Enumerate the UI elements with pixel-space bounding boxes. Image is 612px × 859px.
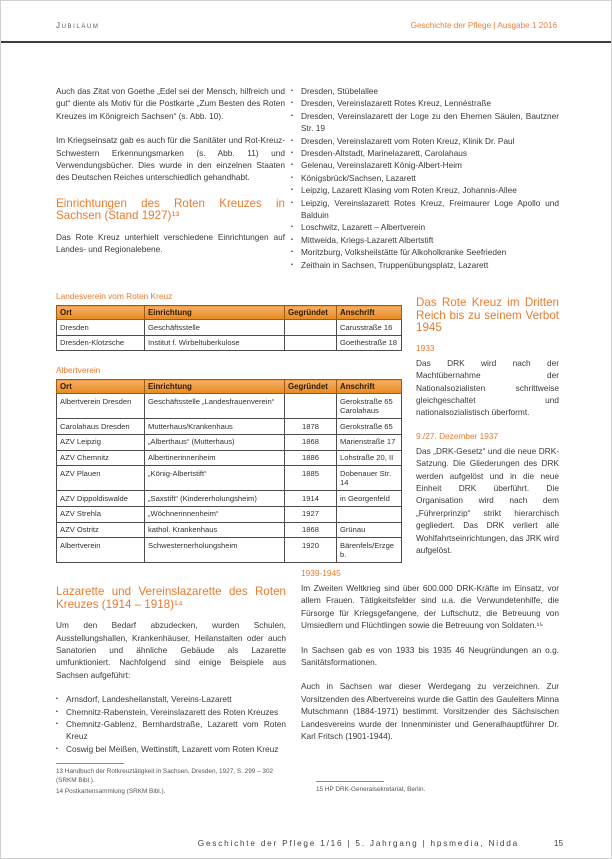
list-item-text: Leipzig, Lazarett Klasing vom Roten Kreuz, Johannis-Allee: [301, 185, 517, 196]
footnote: 13 Handbuch der Rotkreuztätigkeit in Sachsen, Dresden, 1927, S. 299 – 302 (SRKM Bibl.).: [56, 768, 274, 785]
table-label-albertverein: Albertverein: [56, 365, 101, 376]
table-cell: AZV Ostritz: [57, 522, 145, 538]
table-column-header: Gegründet: [285, 306, 337, 320]
table-cell: Marienstraße 17: [337, 434, 402, 450]
paragraph-weltkrieg: Im Zweiten Weltkrieg sind über 600.000 DRK-Kräfte im Einsatz, vor allem Frauen. Tätigkeitsfelder sind u.a. die Verwundetenhilfe, die Fürsorge für Kriegsgefangene, der Luftschutz, die Betreuung von Umsiedlern und Flüchtlingen sowie die Betreuung von Soldaten.¹⁵: [301, 583, 559, 631]
bullet-icon: ▪: [291, 261, 293, 268]
footnotes-left: [56, 763, 288, 799]
column-left-top: [56, 85, 285, 268]
table-cell: Schwesternerholungsheim: [145, 538, 285, 563]
list-item: [291, 197, 559, 222]
list-item: [56, 706, 286, 718]
heading-einrichtungen: Einrichtungen des Roten Kreuzes in Sachsen (Stand 1927)¹³: [56, 196, 285, 223]
table-row: [57, 450, 402, 466]
list-item-text: Zeithain in Sachsen, Truppenübungsplatz, Lazarett: [301, 259, 489, 270]
table-cell: „Alberthaus“ (Mutterhaus): [145, 434, 285, 450]
bullet-icon: ▪: [291, 199, 293, 206]
bullet-icon: ▪: [291, 162, 293, 169]
bullet-icon: ▪: [291, 137, 293, 144]
paragraph-lazarette-intro: Um den Bedarf abzudecken, wurden Schulen, Ausstellungshallen, Krankenhäuser, Heilanstalten oder auch Sanatorien und ähnliche Gebäude als Lazarette umfunktioniert. Nachfolgend sind einige Beispiele aus Sachsen aufgeführt:: [56, 620, 286, 680]
footnote: 15 HP DRK-Generalsekretariat, Berlin.: [316, 786, 426, 793]
bullet-icon: ▪: [56, 708, 58, 715]
table-cell: Dobenauer Str. 14: [337, 466, 402, 491]
table-column-header: Anschrift: [337, 306, 402, 320]
table-cell: [285, 394, 337, 419]
list-item: [291, 184, 559, 196]
table-cell: [285, 335, 337, 351]
footnote-rule: [316, 781, 384, 782]
bullet-icon: ▪: [56, 696, 58, 703]
table-cell: AZV Leipzig: [57, 434, 145, 450]
list-item-text: Dresden, Vereinslazarett Rotes Kreuz, Lennéstraße: [301, 98, 492, 109]
table-cell: Dresden: [57, 320, 145, 336]
footnote-rule: [56, 763, 124, 764]
paragraph-goethe-zitat: Auch das Zitat von Goethe „Edel sei der Mensch, hilfreich und gut“ diente als Motiv für die Postkarte „Zum Besten des Roten Kreuzes im Königreich Sachsen“ (s. Abb. 10).: [56, 86, 285, 121]
column-left-bottom: [56, 586, 286, 755]
list-item-text: Moritzburg, Volksheilstätte für Alkoholkranke Seefrieden: [301, 247, 507, 258]
table-albertverein: [56, 379, 402, 563]
table-cell: 1927: [285, 506, 337, 522]
table-cell: 1885: [285, 466, 337, 491]
bullet-icon: ▪: [291, 112, 293, 119]
table-cell: 1878: [285, 419, 337, 435]
bullet-icon: ▪: [56, 745, 58, 752]
column-right-mid: [416, 297, 559, 568]
table-cell: [337, 506, 402, 522]
bullet-icon: ▪: [291, 187, 293, 194]
table-cell: Carusstraße 16: [337, 320, 402, 336]
table-cell: in Georgenfeld: [337, 491, 402, 507]
table-cell: 1920: [285, 538, 337, 563]
table-cell: 1868: [285, 522, 337, 538]
timeline-label-1939-1945: 1939-1945: [301, 568, 341, 578]
list-item: [291, 147, 559, 159]
list-item: [291, 135, 559, 147]
table-header-row: [57, 306, 402, 320]
table-cell: 1868: [285, 434, 337, 450]
list-item: [56, 743, 286, 755]
table-cell: Albertverein: [57, 538, 145, 563]
table-row: [57, 466, 402, 491]
header-section-label: Jubiläum: [56, 21, 100, 30]
table-cell: [285, 320, 337, 336]
bullet-icon: ▪: [56, 721, 58, 728]
paragraph-werdegang: Auch in Sachsen war dieser Werdegang zu verzeichnen. Zur Vorsitzenden des Albertvereins wurde die Gattin des Gauleiters Minna Mutschmann (1884-1971) bestimmt. Vorsitzender des Sächsischen Landesvereins wurde der Innenminister und Generalhauptführer Dr. Karl Fritsch (1901-1944).: [301, 681, 559, 742]
table-column-header: Ort: [57, 306, 145, 320]
list-item: [291, 97, 559, 109]
paragraph-neugruendungen: In Sachsen gab es von 1933 bis 1935 46 Neugründungen an o.g. Sanitätsformationen.: [301, 644, 559, 668]
table-cell: Geschäftsstelle: [145, 320, 285, 336]
list-item: [291, 221, 559, 233]
bullet-icon: ▪: [291, 224, 293, 231]
list-item: [56, 718, 286, 743]
table-row: [57, 320, 402, 336]
timeline-label-1933: 1933: [416, 342, 435, 353]
table-label-landesverein: Landesverein vom Roten Kreuz: [56, 291, 173, 301]
list-item-text: Dresden-Altstadt, Marinelazarett, Carolahaus: [301, 148, 468, 159]
table-cell: „König-Albertstift“: [145, 466, 285, 491]
table-cell: Gerokstraße 65: [337, 419, 402, 435]
footer-journal-info: Geschichte der Pflege 1/16 | 5. Jahrgang | hpsmedia, Nidda: [197, 839, 519, 848]
list-item-text: Königsbrück/Sachsen, Lazarett: [301, 172, 416, 183]
table-column-header: Einrichtung: [145, 306, 285, 320]
bullet-icon: ▪: [291, 249, 293, 256]
table-landesverein: [56, 305, 402, 351]
list-item: [291, 172, 559, 184]
table-cell: 1886: [285, 450, 337, 466]
list-item-text: Dresden, Stübelallee: [301, 86, 379, 96]
paragraph-einrichtungen-intro: Das Rote Kreuz unterhielt verschiedene Einrichtungen auf Landes- und Regionalebene.: [56, 232, 285, 255]
bullet-icon: ▪: [291, 236, 293, 243]
table-row: [57, 522, 402, 538]
paragraph-kriegseinsatz: Im Kriegseinsatz gab es auch für die Sanitäter und Rot-Kreuz-Schwestern Erkennungsmarken (s. Abb. 11) und Verwendungsbücher. Dies wurde in den einzelnen Staaten des Deutschen Reiches unterschiedlich gehandhabt.: [56, 135, 285, 183]
table-cell: Goethestraße 18: [337, 335, 402, 351]
timeline-label-dezember-1937: 9./27. Dezember 1937: [416, 430, 499, 441]
list-item: [291, 110, 559, 135]
list-item: [291, 85, 559, 97]
heading-drittes-reich: Das Rote Kreuz im Dritten Reich bis zu seinem Verbot 1945: [416, 296, 559, 335]
table-cell: AZV Dippoldiswalde: [57, 491, 145, 507]
table-cell: kathol. Krankenhaus: [145, 522, 285, 538]
table-cell: „Wöchnerinnenheim“: [145, 506, 285, 522]
header-issue-label: Geschichte der Pflege | Ausgabe 1 2016: [410, 21, 557, 30]
header-rule: [1, 41, 612, 43]
table-cell: „Saxstift“ (Kindererholungsheim): [145, 491, 285, 507]
table-cell: Geschäftsstelle „Landesfrauenverein“: [145, 394, 285, 419]
footnote: 14 Postkartensammlung (SRKM Bibl.).: [56, 788, 166, 796]
list-item-text: Loschwitz, Lazarett – Albertverein: [301, 222, 426, 233]
table-cell: Lohstraße 20, II: [337, 450, 402, 466]
list-item: [291, 159, 559, 171]
lazarette-beispiele-list: [56, 693, 286, 755]
list-item: [291, 246, 559, 258]
footer-page-number: 15: [553, 839, 563, 848]
list-item-text: Dresden, Vereinslazarett vom Roten Kreuz, Klinik Dr. Paul: [301, 135, 515, 146]
table-cell: Albertverein Dresden: [57, 394, 145, 419]
list-item-text: Arnsdorf, Landesheilanstalt, Vereins-Lazarett: [66, 694, 232, 705]
table-row: [57, 335, 402, 351]
table-header-row: [57, 380, 402, 394]
list-item: [291, 234, 559, 246]
list-item: [291, 259, 559, 271]
table-cell: AZV Plauen: [57, 466, 145, 491]
table-cell: Albertinerinnenheim: [145, 450, 285, 466]
list-item-text: Coswig bei Meißen, Wettinstift, Lazarett vom Roten Kreuz: [66, 743, 279, 754]
table-row: [57, 506, 402, 522]
list-item-text: Gelenau, Vereinslazarett König-Albert-Heim: [301, 160, 462, 171]
list-item-text: Chemnitz-Rabenstein, Vereinslazarett des Roten Kreuzes: [66, 706, 279, 717]
table-cell: Institut f. Wirbeltuberkulose: [145, 335, 285, 351]
heading-lazarette: Lazarette und Vereinslazarette des Roten Kreuzes (1914 – 1918)¹⁴: [56, 585, 286, 611]
list-item: [56, 693, 286, 705]
table-cell: Mutterhaus/Krankenhaus: [145, 419, 285, 435]
bullet-icon: ▪: [291, 150, 293, 157]
table-cell: Dresden-Klotzsche: [57, 335, 145, 351]
bullet-icon: ▪: [291, 88, 293, 94]
table-row: [57, 394, 402, 419]
table-cell: Grünau: [337, 522, 402, 538]
table-column-header: Gegründet: [285, 380, 337, 394]
list-item-text: Dresden, Vereinslazarett der Loge zu den Ehernen Säulen, Bautzner Str. 19: [301, 110, 559, 134]
lazarett-bullet-list: [291, 85, 559, 271]
table-row: [57, 491, 402, 507]
table-cell: Bärenfels/Erzgeb.: [337, 538, 402, 563]
table-cell: AZV Chemnitz: [57, 450, 145, 466]
tables-area: [56, 291, 401, 577]
table-cell: Gerokstraße 65 Carolahaus: [337, 394, 402, 419]
table-row: [57, 434, 402, 450]
column-right-bottom: [301, 568, 559, 754]
paragraph-drk-gesetz: Das „DRK-Gesetz“ und die neue DRK-Satzung. Die Gliederungen des DRK werden aufgelöst und in die neue Einheit DRK überführt. Die Organisation wird nach dem „Führerprinzip“ strikt hierarchisch gegliedert. Das DRK verliert alle Wohlfahrtseinrichtungen, das JRK wird aufgelöst.: [416, 445, 559, 556]
bullet-icon: ▪: [291, 174, 293, 181]
table-column-header: Anschrift: [337, 380, 402, 394]
paragraph-1933: Das DRK wird nach der Machtübernahme der Nationalsozialisten schrittweise gleichgeschaltet und nationalsozialistisch überformt.: [416, 357, 559, 418]
table-row: [57, 538, 402, 563]
list-item-text: Chemnitz-Gablenz, Bernhardstraße, Lazarett vom Roten Kreuz: [66, 719, 286, 742]
bullet-icon: ▪: [291, 100, 293, 107]
list-item-text: Leipzig, Vereinslazarett Rotes Kreuz, Freimaurer Loge Apollo und Balduin: [301, 197, 559, 221]
table-cell: 1914: [285, 491, 337, 507]
table-column-header: Einrichtung: [145, 380, 285, 394]
table-row: [57, 419, 402, 435]
footnotes-right: [316, 781, 546, 796]
list-item-text: Mittweida, Kriegs-Lazarett Albertstift: [301, 234, 434, 245]
table-cell: AZV Strehla: [57, 506, 145, 522]
table-column-header: Ort: [57, 380, 145, 394]
table-cell: Carolahaus Dresden: [57, 419, 145, 435]
